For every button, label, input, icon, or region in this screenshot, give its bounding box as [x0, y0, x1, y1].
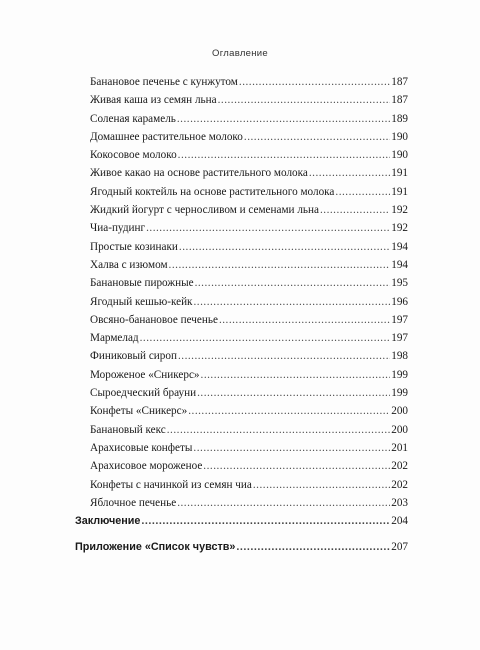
toc-entry-title: Соленая карамель [90, 112, 176, 125]
toc-main-page-number: 204 [391, 515, 408, 527]
toc-entry-title: Финиковый сироп [90, 350, 177, 363]
dot-leader [320, 201, 390, 219]
toc-entry-title: Арахисовое мороженое [90, 460, 203, 473]
dot-leader [239, 73, 390, 91]
toc-entry [90, 256, 408, 274]
toc-entry-page-number: 198 [391, 350, 408, 363]
toc-main-page-number: 207 [391, 541, 408, 553]
toc-entry-title: Банановое печенье с кунжутом [90, 76, 238, 88]
toc-entry-title: Чиа-пудинг [90, 222, 146, 235]
toc-entry-page-number: 197 [391, 313, 408, 326]
toc-entry-title: Конфеты «Сникерс» [90, 405, 188, 418]
toc-entry-page-number: 192 [391, 204, 408, 217]
toc-entry [90, 146, 408, 164]
dot-leader [219, 311, 390, 329]
toc-entry [90, 402, 408, 420]
toc-entry [90, 238, 408, 256]
dot-leader [146, 219, 390, 237]
toc-entry-title: Сыроедческий брауни [90, 387, 197, 400]
toc-entry-title: Простые козинаки [90, 240, 178, 253]
toc-entry-title: Банановый кекс [90, 423, 166, 436]
toc-entry-page-number: 196 [391, 295, 408, 308]
toc-entry [90, 476, 408, 494]
dot-leader [203, 457, 390, 475]
toc-entry-title: Халва с изюмом [90, 258, 168, 271]
toc-entry-title: Живая каша из семян льна [90, 94, 217, 107]
toc-main-row [75, 538, 408, 556]
dot-leader [194, 293, 391, 311]
toc-entry-page-number: 202 [391, 460, 408, 473]
toc-entry [90, 494, 408, 512]
dot-leader [309, 164, 390, 182]
toc-main-title: Заключение [75, 515, 141, 527]
toc-entry [90, 183, 408, 201]
dot-leader [178, 347, 390, 365]
toc-entry-title: Ягодный коктейль на основе растительного молока [90, 185, 335, 198]
toc-entry [90, 347, 408, 365]
toc-entry-page-number: 203 [391, 496, 408, 509]
toc-entry-page-number: 190 [391, 130, 408, 143]
dot-leader [197, 384, 390, 402]
toc-entry [90, 201, 408, 219]
toc-entry [90, 73, 408, 91]
toc-entry-page-number: 195 [391, 277, 408, 290]
toc-entry [90, 91, 408, 109]
toc-entry [90, 128, 408, 146]
dot-leader [188, 402, 390, 420]
dot-leader [253, 476, 390, 494]
toc-entry [90, 384, 408, 402]
toc-entry [90, 366, 408, 384]
toc-entry-page-number: 191 [391, 185, 408, 198]
toc-entry-title: Жидкий йогурт с черносливом и семенами льна [90, 204, 319, 217]
dot-leader [195, 274, 391, 292]
toc-entry-title: Арахисовые конфеты [90, 441, 193, 454]
toc-entry-title: Овсяно-банановое печенье [90, 313, 218, 326]
toc-entry-title: Банановые пирожные [90, 277, 194, 290]
toc-entry-page-number: 194 [391, 240, 408, 253]
toc-entry-page-number: 200 [391, 405, 408, 418]
dot-leader [177, 494, 390, 512]
toc-entry [90, 274, 408, 292]
toc-entry-page-number: 200 [391, 423, 408, 436]
toc-entry-page-number: 199 [391, 387, 408, 400]
toc-entry-title: Живое какао на основе растительного молока [90, 167, 308, 180]
toc-entry [90, 110, 408, 128]
toc-entry [90, 421, 408, 439]
dot-leader [335, 183, 390, 201]
dot-leader [179, 238, 390, 256]
toc-entry-page-number: 187 [391, 76, 408, 88]
toc-main-row [75, 512, 408, 530]
toc-entry-page-number: 190 [391, 149, 408, 162]
toc-entry [90, 311, 408, 329]
toc-entry [90, 329, 408, 347]
toc-entry [90, 439, 408, 457]
toc-entry-page-number: 192 [391, 222, 408, 235]
dot-leader [140, 329, 391, 347]
dot-leader [167, 421, 390, 439]
dot-leader [193, 439, 390, 457]
toc-entry-page-number: 199 [391, 368, 408, 381]
toc-entry-title: Мороженое «Сникерс» [90, 368, 200, 381]
toc-entry-title: Мармелад [90, 332, 139, 345]
dot-leader [141, 512, 390, 530]
dot-leader [218, 91, 391, 109]
toc-list [90, 73, 408, 512]
toc-entry-title: Яблочное печенье [90, 496, 177, 509]
toc-entry-title: Домашнее растительное молоко [90, 130, 243, 143]
toc-entry-page-number: 187 [391, 94, 408, 107]
dot-leader [236, 538, 390, 556]
dot-leader [178, 146, 391, 164]
toc-entry [90, 293, 408, 311]
dot-leader [169, 256, 391, 274]
toc-entry [90, 457, 408, 475]
toc-main-section [75, 512, 408, 530]
dot-leader [244, 128, 390, 146]
toc-entry-page-number: 201 [391, 441, 408, 454]
toc-entry-page-number: 191 [391, 167, 408, 180]
toc-entry-page-number: 202 [391, 478, 408, 491]
toc-entry-page-number: 189 [391, 112, 408, 125]
running-head: Оглавление [212, 48, 268, 59]
toc-entry-page-number: 194 [391, 258, 408, 271]
toc-entry-title: Конфеты с начинкой из семян чиа [90, 478, 252, 491]
toc-main-title: Приложение «Список чувств» [75, 541, 236, 553]
toc-entry-title: Ягодный кешью-кейк [90, 295, 193, 308]
toc-entry-page-number: 197 [391, 332, 408, 345]
toc-entry [90, 219, 408, 237]
dot-leader [177, 110, 390, 128]
toc-main-section [75, 538, 408, 556]
toc-entry-title: Кокосовое молоко [90, 149, 177, 162]
toc-entry [90, 164, 408, 182]
dot-leader [201, 366, 391, 384]
